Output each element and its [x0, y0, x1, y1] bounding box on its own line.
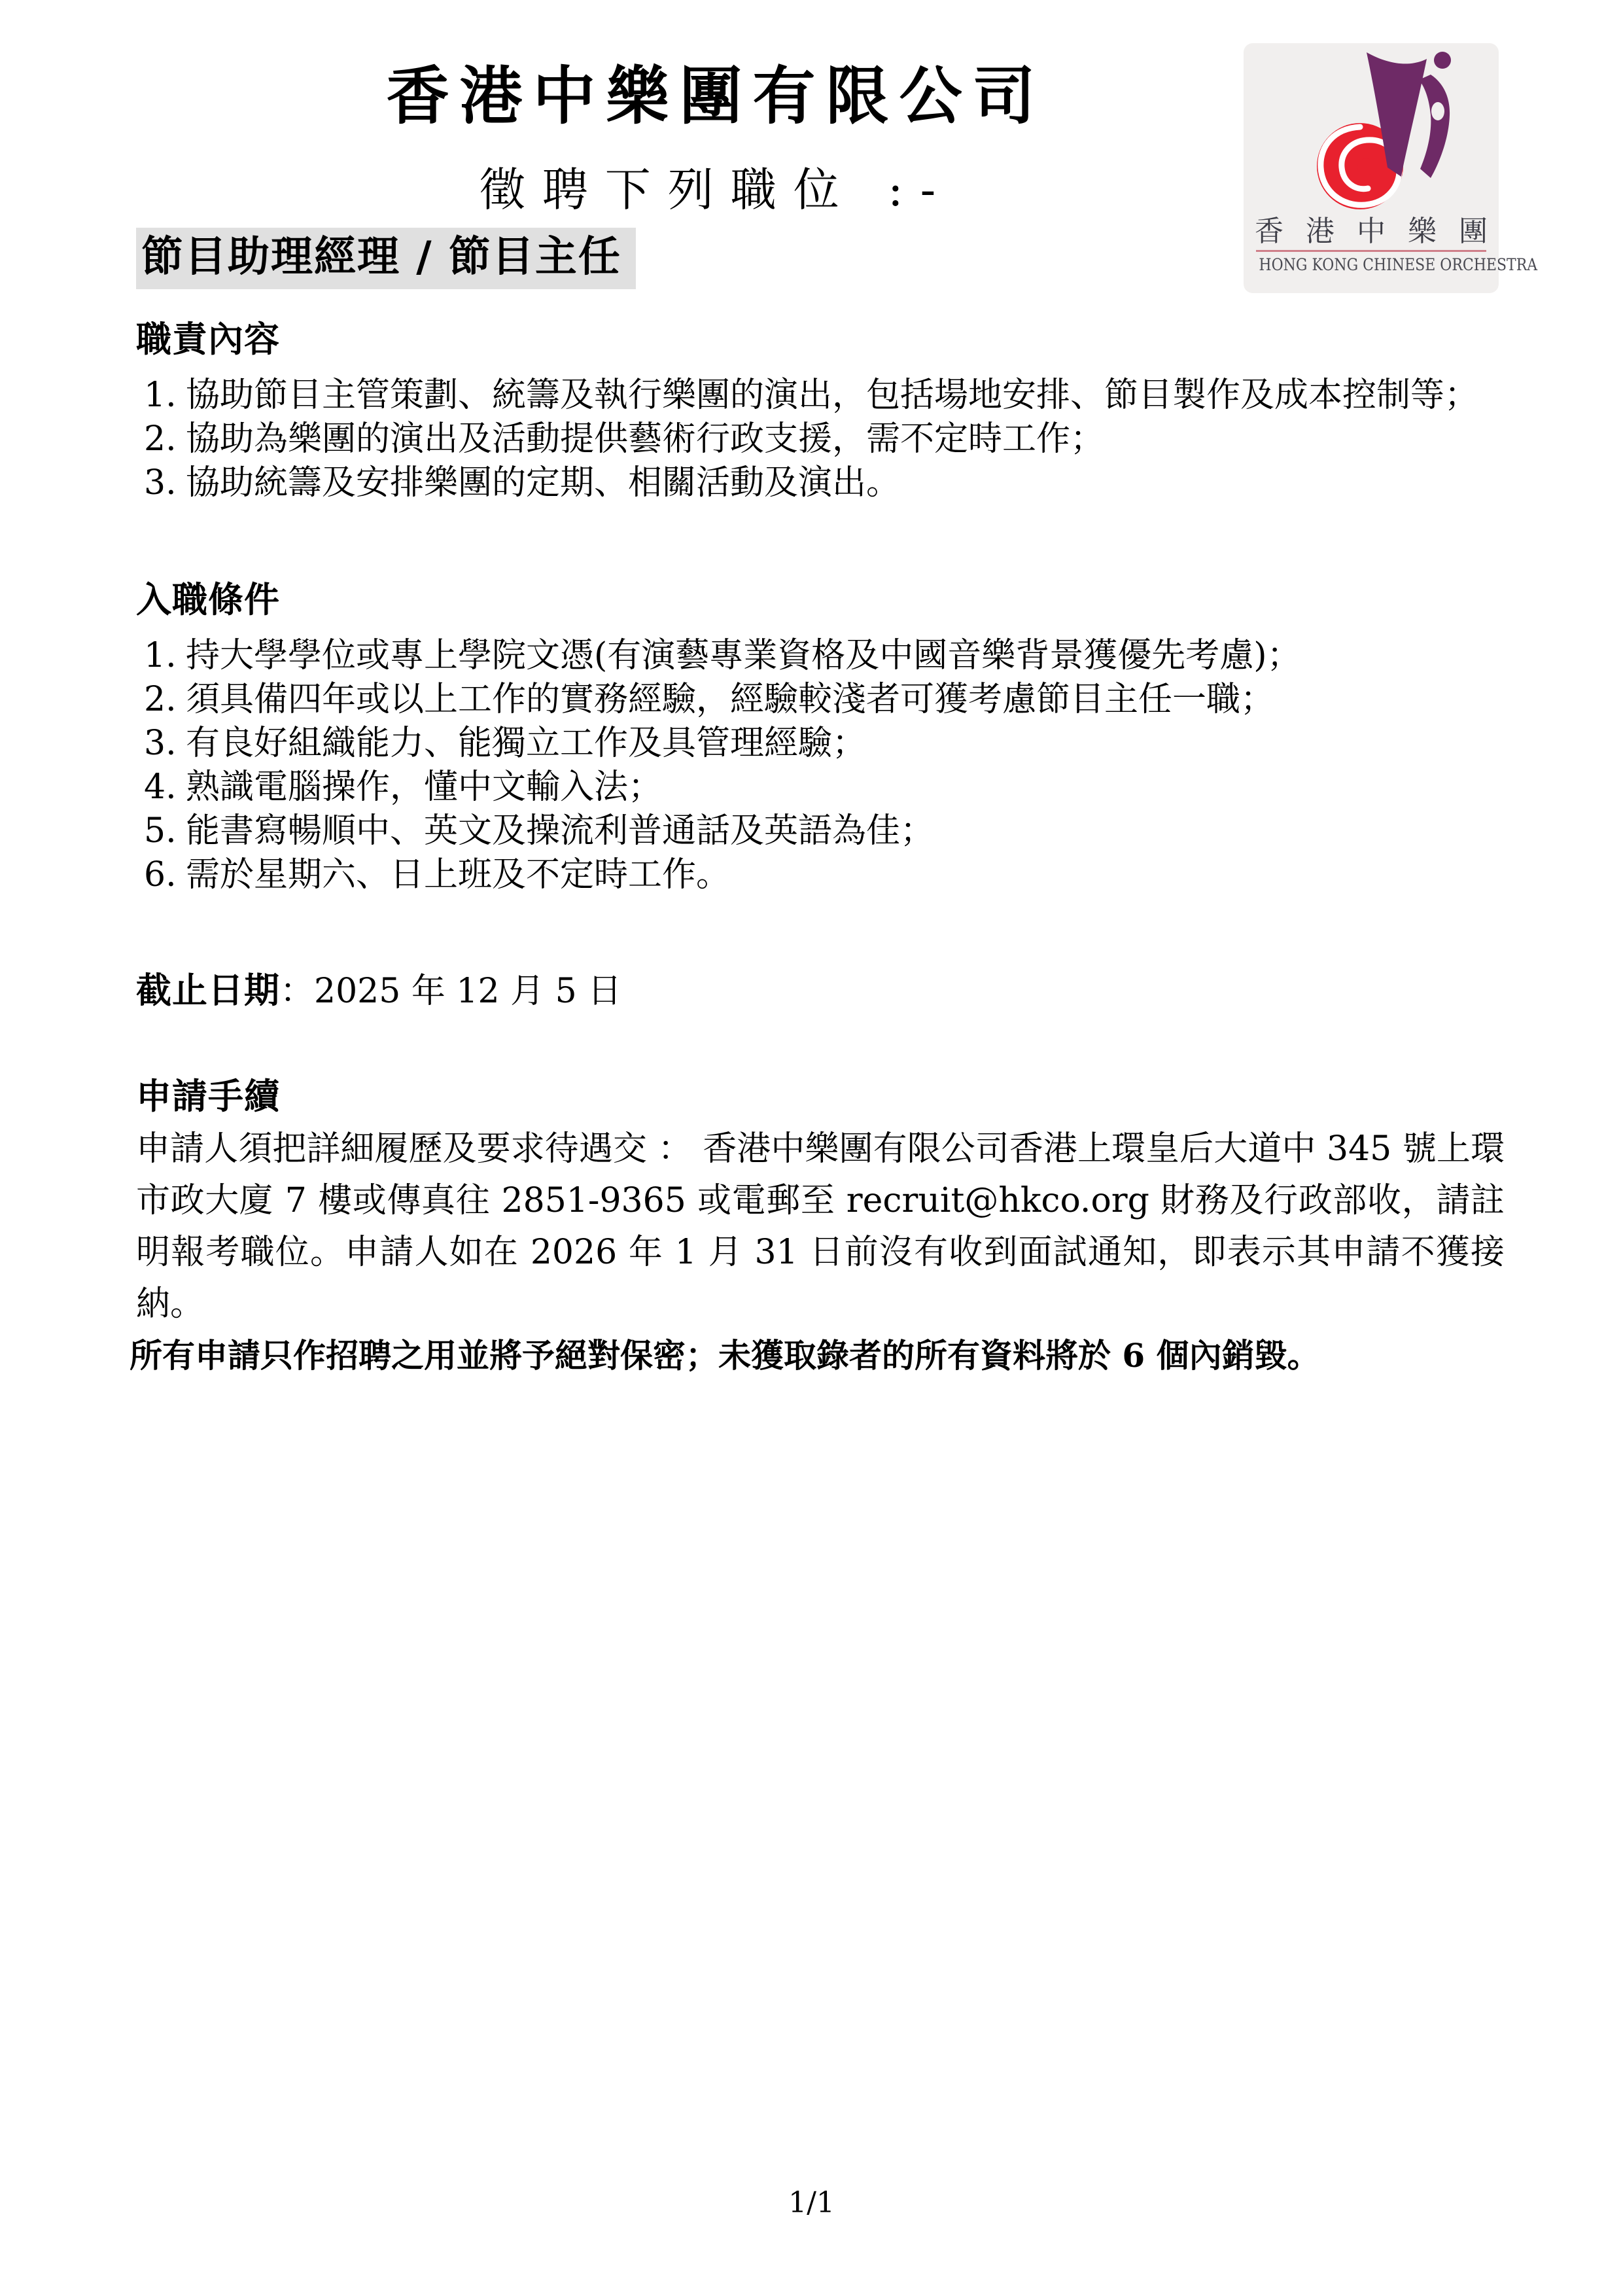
requirements-list: [136, 634, 1505, 897]
document-body: [136, 318, 1505, 1330]
application-body: 申請人須把詳細履歷及要求待遇交 ： 香港中樂團有限公司香港上環皇后大道中 345 號上環市政大廈 7 樓或傳真往 2851-9365 或電郵至 recruit@hkco.org 財務及行政部收，請註明報考職位。申請人如在 2026 年 1 月 31 日前沒有收到面試通知，即表示其申請不獲接納。: [136, 1129, 1505, 1324]
logo-chinese-name: 香港中樂團: [1255, 215, 1510, 248]
item-text: 協助統籌及安排樂團的定期、相關活動及演出。: [186, 463, 901, 503]
list-item: [136, 853, 1505, 897]
deadline-label: 截止日期: [136, 968, 280, 1011]
list-item: [136, 678, 1505, 722]
orchestra-note-swirl-icon: [1270, 47, 1473, 216]
item-number: 2.: [144, 419, 177, 459]
item-text: 有良好組織能力、能獨立工作及具管理經驗；: [186, 723, 867, 763]
recruitment-subtitle: 徵聘下列職位 :-: [479, 163, 953, 217]
item-text: 熟識電腦操作，懂中文輸入法；: [186, 767, 663, 807]
item-text: 協助節目主管策劃、統籌及執行樂團的演出，包括場地安排、節目製作及成本控制等；: [186, 375, 1479, 415]
page-number: 1/1: [788, 2186, 835, 2219]
job-title-highlight: 節目助理經理 / 節目主任: [136, 228, 636, 289]
list-item: [136, 809, 1505, 853]
logo-english-name: HONG KONG CHINESE ORCHESTRA: [1259, 255, 1538, 275]
item-text: 須具備四年或以上工作的實務經驗，經驗較淺者可獲考慮節目主任一職；: [186, 679, 1275, 719]
list-item: [136, 374, 1505, 417]
application-heading: 申請手續: [136, 1074, 280, 1117]
document-header: [136, 0, 1296, 217]
deadline-row: [136, 968, 1505, 1013]
item-number: 3.: [144, 463, 177, 503]
hkco-logo: [1244, 43, 1538, 293]
section-requirements: [136, 578, 1505, 897]
item-number: 2.: [144, 679, 177, 719]
item-number: 1.: [144, 635, 177, 675]
company-title: 香港中樂團有限公司: [386, 59, 1046, 133]
section-duties: [136, 318, 1505, 505]
logo-underline: [1256, 250, 1486, 252]
item-number: 6.: [144, 855, 177, 894]
item-number: 1.: [144, 375, 177, 415]
item-text: 協助為樂團的演出及活動提供藝術行政支援，需不定時工作；: [186, 419, 1105, 459]
item-number: 4.: [144, 767, 177, 807]
list-item: [136, 766, 1505, 809]
item-text: 持大學學位或專上學院文憑(有演藝專業資格及中國音樂背景獲優先考慮)；: [186, 635, 1301, 675]
requirements-heading: 入職條件: [136, 578, 280, 620]
duties-list: [136, 374, 1505, 505]
list-item: [136, 417, 1505, 461]
item-number: 3.: [144, 723, 177, 763]
item-text: 能書寫暢順中、英文及操流利普通話及英語為佳；: [186, 811, 935, 851]
list-item: [136, 634, 1505, 678]
item-number: 5.: [144, 811, 177, 851]
item-text: 需於星期六、日上班及不定時工作。: [186, 855, 731, 894]
deadline-value: ：2025 年 12 月 5 日: [280, 971, 622, 1011]
section-application: [136, 1075, 1505, 1331]
list-item: [136, 722, 1505, 766]
list-item: [136, 461, 1505, 505]
privacy-note: 所有申請只作招聘之用並將予絕對保密；未獲取錄者的所有資料將於 6 個內銷毀。: [130, 1336, 1320, 1375]
duties-heading: 職責內容: [136, 317, 280, 360]
